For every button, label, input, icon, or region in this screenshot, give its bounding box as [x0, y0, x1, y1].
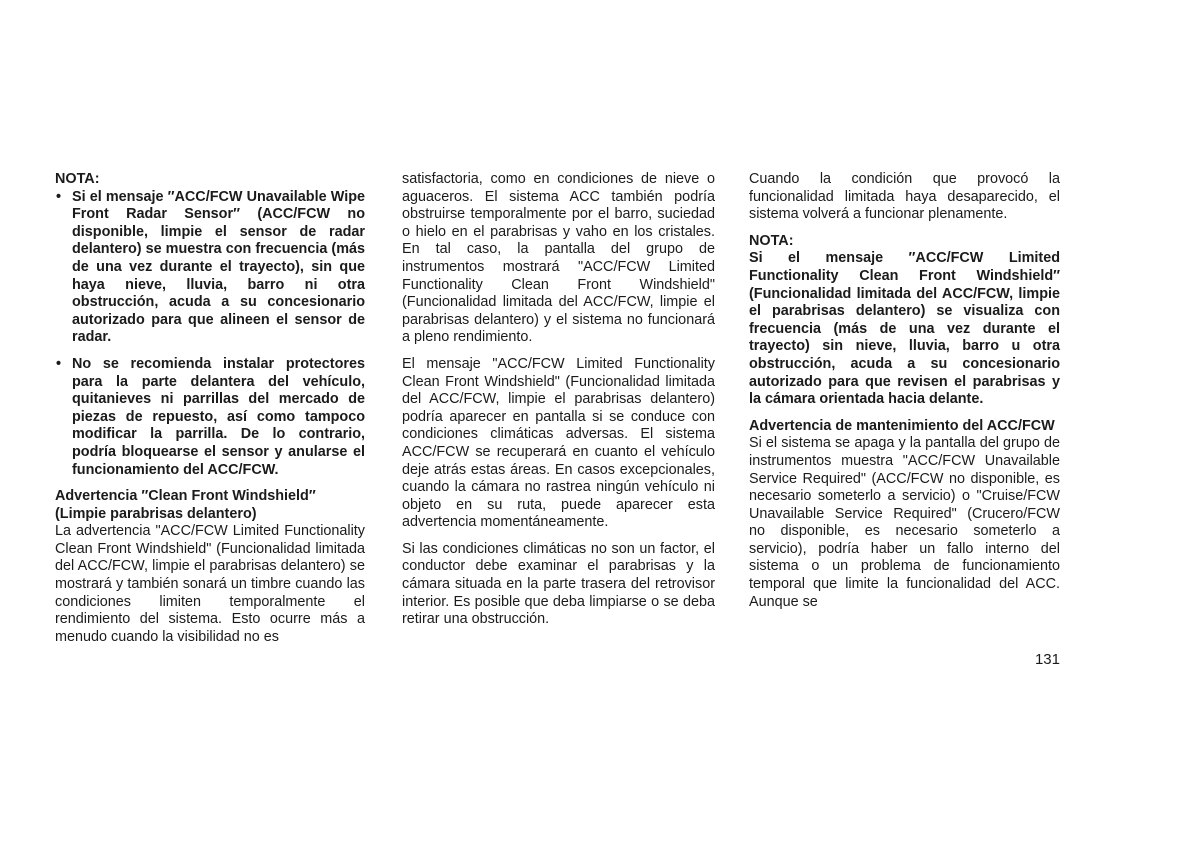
note-label: NOTA:: [55, 171, 100, 187]
body-paragraph: Si las condiciones climáticas no son un factor, el conductor debe examinar el parabrisas y la cámara situada en la parte trasera del retrovisor interior. Es posible que deba limpiarse o se deba retirar una obstrucción.: [402, 540, 715, 628]
body-paragraph: La advertencia "ACC/FCW Limited Functionality Clean Front Windshield" (Funcionalidad limitada del ACC/FCW, limpie el parabrisas delantero) se mostrará y también sonará un timbre cuando las condiciones limiten temporalmente el rendimiento del sistema. Esto ocurre más a menudo cuando la visibilidad no es: [55, 523, 365, 645]
note-bullet-list: [55, 189, 365, 480]
section-heading-clean-windshield: Advertencia ″Clean Front Windshield″ (Limpie parabrisas delantero): [55, 488, 316, 522]
note-label: NOTA:: [749, 232, 794, 249]
body-paragraph: Cuando la condición que provocó la funcionalidad limitada haya desaparecido, el sistema volverá a funcionar plenamente.: [749, 171, 1060, 223]
note-bullet-item: • No se recomienda instalar protectores para la parte delantera del vehículo, quitanieves ni parrillas del mercado de piezas de repuesto, así como tampoco modificar la parrilla. De lo contrario, podría bloquearse el sensor y anularse el funcionamiento del ACC/FCW.: [55, 356, 365, 479]
note-text: Si el mensaje ″ACC/FCW Limited Functionality Clean Front Windshield″ (Funcionalidad limitada del ACC/FCW, limpie el parabrisas delantero) se visualiza con frecuencia (más de una vez durante el trayecto) sin nieve, lluvia, barro u otra obstrucción, acuda a su concesionario autorizado para que revisen el parabrisas y la cámara orientada hacia delante.: [749, 250, 1060, 408]
section-heading-maintenance: Advertencia de mantenimiento del ACC/FCW: [749, 417, 1055, 434]
body-paragraph: Si el sistema se apaga y la pantalla del grupo de instrumentos muestra "ACC/FCW Unavailable Service Required" (ACC/FCW no disponible, es necesario someterlo a servicio) o "Cruise/FCW Unavailable Service Required" (Crucero/FCW no disponible, es necesario someterlo a servicio), podría haber un fallo interno del sistema o un problema de funcionamiento temporal que limite la funcionalidad del ACC. Aunque se: [749, 435, 1060, 610]
body-paragraph: El mensaje "ACC/FCW Limited Functionality Clean Front Windshield" (Funcionalidad limitada del ACC/FCW, limpie el parabrisas delantero) podría aparecer en pantalla si se conduce con condiciones climáticas adversas. El sistema ACC/FCW se recuperará en cuanto el vehículo deje atrás estas áreas. En casos excepcionales, cuando la cámara no rastrea ningún vehículo ni objeto en su ruta, puede aparecer esta advertencia momentáneamente.: [402, 355, 715, 531]
page-number: 131: [1034, 651, 1060, 668]
body-paragraph: satisfactoria, como en condiciones de nieve o aguaceros. El sistema ACC también podría obstruirse temporalmente por el barro, suciedad o hielo en el parabrisas y vaho en los cristales. En tal caso, la pantalla del grupo de instrumentos mostrará "ACC/FCW Limited Functionality Clean Front Windshield" (Funcionalidad limitada del ACC/FCW, limpie el parabrisas delantero) y el sistema no funcionará a pleno rendimiento.: [402, 171, 715, 346]
column-right: [749, 171, 1060, 611]
column-middle: [402, 171, 715, 629]
note-bullet-item: • Si el mensaje ″ACC/FCW Unavailable Wipe Front Radar Sensor″ (ACC/FCW no disponible, limpie el sensor de radar delantero) se muestra con frecuencia (más de una vez durante el trayecto), sin que haya nieve, lluvia, barro ni otra obstrucción, acuda a su concesionario autorizado para que alineen el sensor de radar.: [55, 189, 365, 347]
column-left: [55, 171, 365, 646]
